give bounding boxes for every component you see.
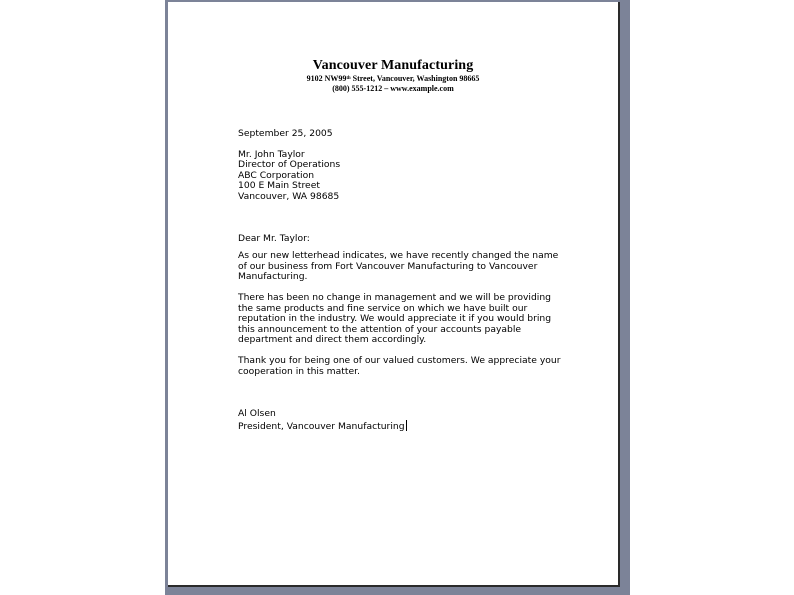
recipient-city: Vancouver, WA 98685 — [238, 190, 340, 202]
paragraph-line: Thank you for being one of our valued customers. We appreciate your — [238, 354, 561, 366]
text-cursor — [406, 420, 407, 431]
paragraph-line: the same products and fine service on which we have built our — [238, 302, 528, 314]
recipient-name: Mr. John Taylor — [238, 148, 305, 160]
recipient-street: 100 E Main Street — [238, 180, 320, 192]
paragraph-line: of our business from Fort Vancouver Manufacturing to Vancouver — [238, 260, 538, 272]
letter-date: September 25, 2005 — [238, 128, 333, 139]
signer-name: Al Olsen — [238, 408, 276, 420]
company-contact: (800) 555-1212 – www.example.com — [332, 84, 454, 93]
signer-title: President, Vancouver Manufacturing — [238, 420, 405, 432]
paragraph-line: Manufacturing. — [238, 271, 308, 283]
signature-block — [238, 409, 568, 432]
salutation: Dear Mr. Taylor: — [238, 232, 310, 244]
recipient-title: Director of Operations — [238, 159, 341, 171]
recipient-company: ABC Corporation — [238, 169, 315, 181]
letterhead — [168, 58, 618, 94]
paragraph-line: this announcement to the attention of your accounts payable — [238, 323, 522, 335]
signer-title-line — [238, 420, 568, 433]
paragraph-1 — [238, 251, 568, 283]
recipient-block — [238, 150, 568, 203]
document-workspace — [165, 0, 630, 595]
document-page[interactable] — [168, 2, 620, 587]
paragraph-line: There has been no change in management and we will be providing — [238, 291, 551, 303]
company-name: Vancouver Manufacturing — [312, 58, 474, 73]
paragraph-3 — [238, 356, 568, 377]
paragraph-line: reputation in the industry. We would appreciate it if you would bring — [238, 313, 552, 325]
paragraph-line: As our new letterhead indicates, we have recently changed the name — [238, 250, 559, 262]
paragraph-2 — [238, 293, 568, 346]
paragraph-line: department and direct them accordingly. — [238, 334, 427, 346]
paragraph-line: cooperation in this matter. — [238, 365, 360, 377]
letter-body[interactable] — [238, 129, 568, 432]
company-address: 9102 NW99ᵗʰ Street, Vancouver, Washington 98665 — [306, 74, 480, 83]
